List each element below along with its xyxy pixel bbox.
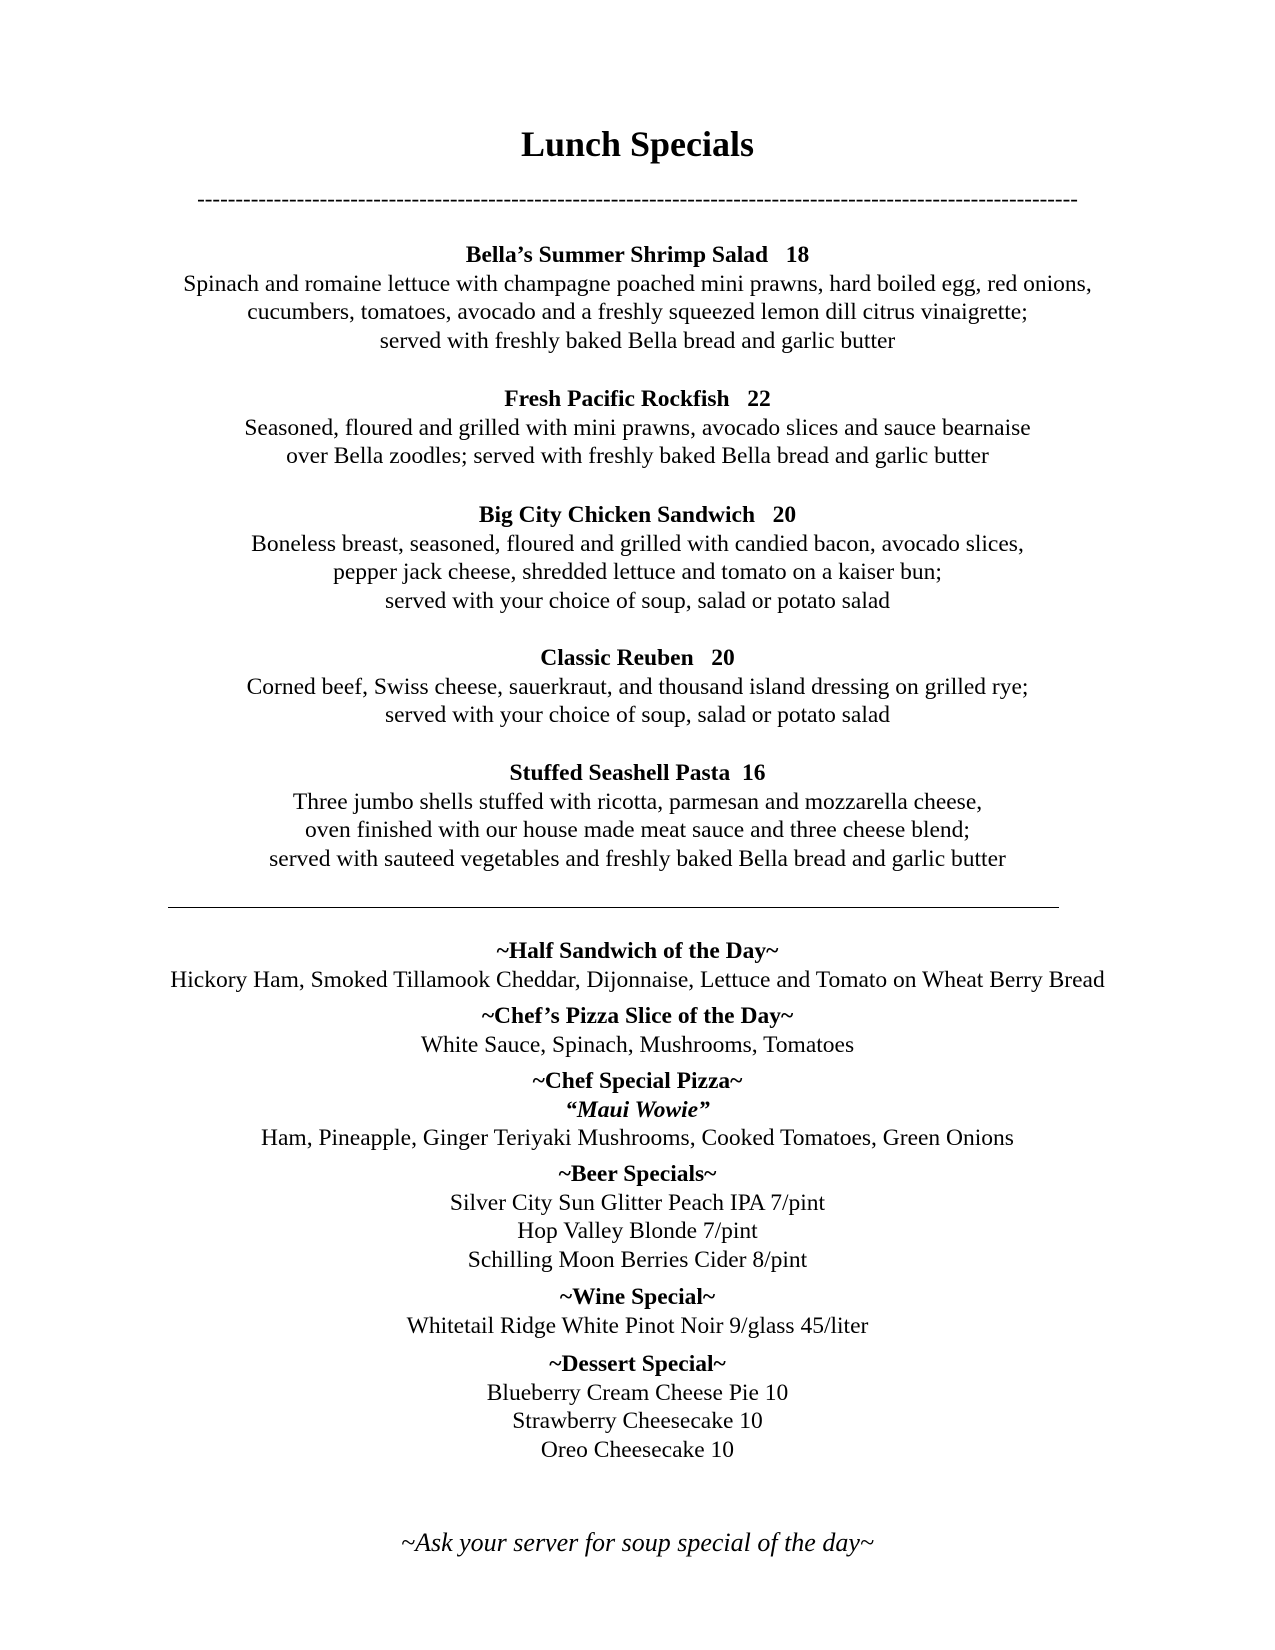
menu-item-name: Stuffed Seashell Pasta 16: [509, 760, 766, 786]
menu-item-name: Bella’s Summer Shrimp Salad 18: [465, 242, 810, 268]
menu-item-description: over Bella zoodles; served with freshly baked Bella bread and garlic butter: [286, 443, 989, 469]
special-line: Oreo Cheesecake 10: [540, 1436, 735, 1463]
menu-item-description: Boneless breast, seasoned, floured and grilled with candied bacon, avocado slices,: [251, 530, 1024, 557]
menu-item-description: pepper jack cheese, shredded lettuce and tomato on a kaiser bun;: [333, 559, 942, 585]
menu-item-description: Seasoned, floured and grilled with mini prawns, avocado slices and sauce bearnaise: [244, 414, 1031, 441]
footer-note: ~Ask your server for soup special of the day~: [401, 1528, 874, 1557]
menu-item-name: Big City Chicken Sandwich 20: [478, 502, 797, 528]
special-section: [0, 1283, 1275, 1340]
special-section: [0, 1350, 1275, 1464]
special-line: White Sauce, Spinach, Mushrooms, Tomatoes: [420, 1031, 855, 1058]
special-heading: ~Dessert Special~: [549, 1351, 726, 1377]
special-section: [0, 1002, 1275, 1059]
special-heading: ~Chef Special Pizza~: [532, 1068, 743, 1094]
special-section: [0, 937, 1275, 994]
menu-item: [0, 644, 1275, 730]
menu-item-description: Three jumbo shells stuffed with ricotta, parmesan and mozzarella cheese,: [292, 788, 983, 815]
special-heading: ~Wine Special~: [559, 1284, 716, 1310]
menu-item-description: Corned beef, Swiss cheese, sauerkraut, and thousand island dressing on grilled rye;: [246, 673, 1029, 700]
special-heading: ~Half Sandwich of the Day~: [496, 938, 779, 964]
special-line: Hop Valley Blonde 7/pint: [517, 1218, 758, 1244]
menu-item: [0, 241, 1275, 355]
menu-item-description: oven finished with our house made meat sauce and three cheese blend;: [305, 817, 970, 843]
special-heading: ~Chef’s Pizza Slice of the Day~: [481, 1003, 794, 1029]
page-title: Lunch Specials: [520, 124, 755, 164]
special-line: Strawberry Cheesecake 10: [512, 1408, 763, 1434]
menu-item-description: cucumbers, tomatoes, avocado and a freshly squeezed lemon dill citrus vinaigrette;: [247, 299, 1028, 325]
menu-item-description: served with freshly baked Bella bread and garlic butter: [379, 327, 896, 354]
special-line: Ham, Pineapple, Ginger Teriyaki Mushrooms, Cooked Tomatoes, Green Onions: [261, 1125, 1014, 1151]
menu-item-name: Classic Reuben 20: [540, 645, 735, 671]
special-section: [0, 1160, 1275, 1274]
special-line: Whitetail Ridge White Pinot Noir 9/glass 45/liter: [406, 1312, 869, 1339]
menu-item-description: served with your choice of soup, salad or potato salad: [384, 702, 891, 728]
section-divider: [168, 907, 1059, 908]
menu-item-description: Spinach and romaine lettuce with champagne poached mini prawns, hard boiled egg, red onions,: [183, 270, 1092, 297]
special-heading: ~Beer Specials~: [558, 1161, 717, 1187]
special-line: Schilling Moon Berries Cider 8/pint: [467, 1246, 808, 1273]
special-section: [0, 1067, 1275, 1153]
menu-item: [0, 385, 1275, 471]
special-line: Hickory Ham, Smoked Tillamook Cheddar, Dijonnaise, Lettuce and Tomato on Wheat Berry Bread: [170, 966, 1105, 993]
dashed-divider: -------------------------------------------------------------------------------------------------------------------: [197, 186, 1078, 211]
menu-item-name: Fresh Pacific Rockfish 22: [504, 386, 771, 412]
special-subheading: “Maui Wowie”: [565, 1096, 710, 1123]
menu-item-description: served with sauteed vegetables and freshly baked Bella bread and garlic butter: [269, 845, 1006, 872]
special-line: Silver City Sun Glitter Peach IPA 7/pint: [449, 1189, 826, 1216]
menu-item: [0, 501, 1275, 615]
menu-item: [0, 759, 1275, 873]
special-line: Blueberry Cream Cheese Pie 10: [486, 1379, 789, 1406]
menu-item-description: served with your choice of soup, salad or potato salad: [384, 587, 891, 614]
